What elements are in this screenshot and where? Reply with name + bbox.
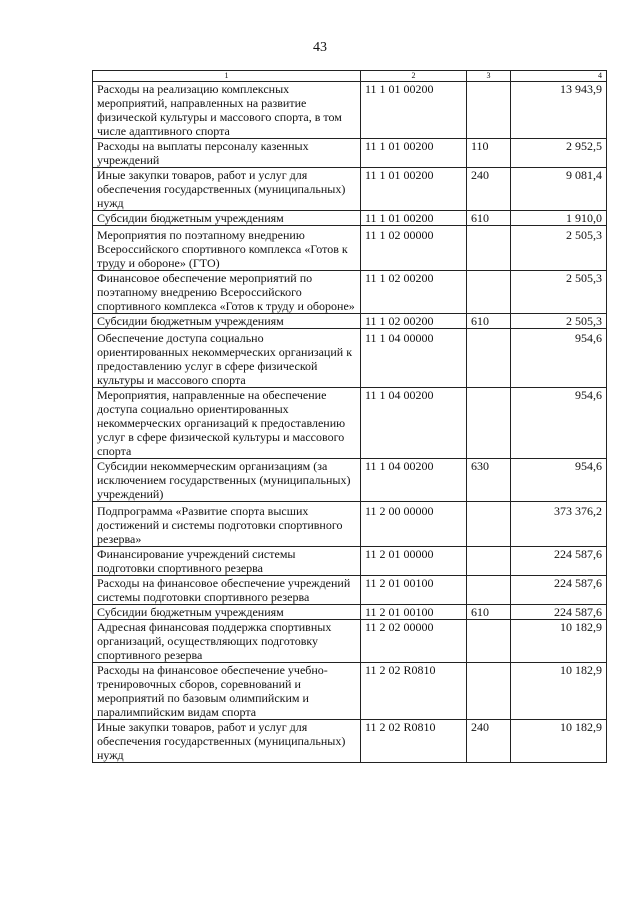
table-row bbox=[93, 720, 607, 763]
row-name-cell: Финансирование учреждений системы подготовки спортивного резерва bbox=[93, 547, 361, 576]
row-name-cell: Адресная финансовая поддержка спортивных организаций, осуществляющих подготовку спортивного резерва bbox=[93, 620, 361, 663]
row-amount-cell: 10 182,9 bbox=[511, 720, 607, 763]
row-name-cell: Мероприятия, направленные на обеспечение доступа социально ориентированных некоммерческих организаций к предоставлению услуг в сфере физической культуры и массового спорта bbox=[93, 388, 361, 459]
row-name-cell: Субсидии некоммерческим организациям (за исключением государственных (муниципальных) учреждений) bbox=[93, 459, 361, 502]
table-row bbox=[93, 605, 607, 620]
row-amount-cell: 954,6 bbox=[511, 388, 607, 459]
row-name-cell: Субсидии бюджетным учреждениям bbox=[93, 211, 361, 226]
row-expense-type-cell: 610 bbox=[467, 314, 511, 329]
row-expense-type-cell: 610 bbox=[467, 605, 511, 620]
row-amount-cell: 2 952,5 bbox=[511, 139, 607, 168]
row-name-cell: Подпрограмма «Развитие спорта высших достижений и системы подготовки спортивного резерва» bbox=[93, 502, 361, 547]
row-amount-cell: 2 505,3 bbox=[511, 314, 607, 329]
row-expense-type-cell: 240 bbox=[467, 720, 511, 763]
row-amount-cell: 373 376,2 bbox=[511, 502, 607, 547]
row-expense-type-cell bbox=[467, 547, 511, 576]
row-name-cell: Субсидии бюджетным учреждениям bbox=[93, 314, 361, 329]
row-code-cell: 11 1 02 00200 bbox=[361, 271, 467, 314]
row-code-cell: 11 1 02 00200 bbox=[361, 314, 467, 329]
row-amount-cell: 9 081,4 bbox=[511, 168, 607, 211]
row-code-cell: 11 1 04 00200 bbox=[361, 459, 467, 502]
row-code-cell: 11 2 01 00100 bbox=[361, 605, 467, 620]
row-expense-type-cell: 630 bbox=[467, 459, 511, 502]
table-row bbox=[93, 576, 607, 605]
row-expense-type-cell: 610 bbox=[467, 211, 511, 226]
row-amount-cell: 224 587,6 bbox=[511, 576, 607, 605]
row-name-cell: Расходы на выплаты персоналу казенных учреждений bbox=[93, 139, 361, 168]
row-expense-type-cell bbox=[467, 226, 511, 271]
row-code-cell: 11 1 02 00000 bbox=[361, 226, 467, 271]
row-amount-cell: 954,6 bbox=[511, 459, 607, 502]
row-code-cell: 11 1 01 00200 bbox=[361, 139, 467, 168]
row-amount-cell: 2 505,3 bbox=[511, 271, 607, 314]
row-code-cell: 11 2 01 00000 bbox=[361, 547, 467, 576]
row-expense-type-cell: 240 bbox=[467, 168, 511, 211]
row-expense-type-cell bbox=[467, 271, 511, 314]
column-header-4: 4 bbox=[511, 71, 607, 82]
table-row bbox=[93, 663, 607, 720]
row-code-cell: 11 2 00 00000 bbox=[361, 502, 467, 547]
row-name-cell: Расходы на финансовое обеспечение учебно-тренировочных сборов, соревнований и мероприятий по базовым олимпийским и паралимпийским видам спорта bbox=[93, 663, 361, 720]
row-expense-type-cell bbox=[467, 620, 511, 663]
table-row bbox=[93, 168, 607, 211]
page-number: 43 bbox=[313, 40, 327, 55]
row-amount-cell: 10 182,9 bbox=[511, 663, 607, 720]
row-code-cell: 11 2 01 00100 bbox=[361, 576, 467, 605]
row-amount-cell: 224 587,6 bbox=[511, 605, 607, 620]
column-header-2: 2 bbox=[361, 71, 467, 82]
row-name-cell: Обеспечение доступа социально ориентированных некоммерческих организаций к предоставлению услуг в сфере физической культуры и массового спорта bbox=[93, 329, 361, 388]
row-amount-cell: 954,6 bbox=[511, 329, 607, 388]
row-expense-type-cell bbox=[467, 82, 511, 139]
row-expense-type-cell bbox=[467, 388, 511, 459]
table-row bbox=[93, 226, 607, 271]
row-amount-cell: 1 910,0 bbox=[511, 211, 607, 226]
table-row bbox=[93, 82, 607, 139]
row-expense-type-cell bbox=[467, 663, 511, 720]
table-row bbox=[93, 139, 607, 168]
row-amount-cell: 224 587,6 bbox=[511, 547, 607, 576]
row-expense-type-cell bbox=[467, 576, 511, 605]
table-row bbox=[93, 314, 607, 329]
row-expense-type-cell bbox=[467, 502, 511, 547]
row-code-cell: 11 2 02 00000 bbox=[361, 620, 467, 663]
row-name-cell: Расходы на реализацию комплексных мероприятий, направленных на развитие физической культуры и массового спорта, в том числе адаптивного спорта bbox=[93, 82, 361, 139]
row-name-cell: Финансовое обеспечение мероприятий по поэтапному внедрению Всероссийского спортивного комплекса «Готов к труду и обороне» bbox=[93, 271, 361, 314]
header-row bbox=[93, 71, 607, 82]
table-row bbox=[93, 271, 607, 314]
table-row bbox=[93, 547, 607, 576]
table-row bbox=[93, 329, 607, 388]
row-name-cell: Иные закупки товаров, работ и услуг для обеспечения государственных (муниципальных) нужд bbox=[93, 168, 361, 211]
row-name-cell: Мероприятия по поэтапному внедрению Всероссийского спортивного комплекса «Готов к труду и обороне» (ГТО) bbox=[93, 226, 361, 271]
table-row bbox=[93, 388, 607, 459]
row-name-cell: Субсидии бюджетным учреждениям bbox=[93, 605, 361, 620]
budget-table bbox=[92, 70, 607, 763]
table-row bbox=[93, 620, 607, 663]
row-code-cell: 11 1 04 00000 bbox=[361, 329, 467, 388]
row-amount-cell: 2 505,3 bbox=[511, 226, 607, 271]
row-expense-type-cell: 110 bbox=[467, 139, 511, 168]
row-amount-cell: 10 182,9 bbox=[511, 620, 607, 663]
row-code-cell: 11 2 02 R0810 bbox=[361, 663, 467, 720]
row-name-cell: Расходы на финансовое обеспечение учреждений системы подготовки спортивного резерва bbox=[93, 576, 361, 605]
row-code-cell: 11 1 01 00200 bbox=[361, 211, 467, 226]
table-row bbox=[93, 459, 607, 502]
row-name-cell: Иные закупки товаров, работ и услуг для обеспечения государственных (муниципальных) нужд bbox=[93, 720, 361, 763]
row-amount-cell: 13 943,9 bbox=[511, 82, 607, 139]
row-code-cell: 11 1 01 00200 bbox=[361, 82, 467, 139]
table-row bbox=[93, 211, 607, 226]
row-expense-type-cell bbox=[467, 329, 511, 388]
row-code-cell: 11 1 04 00200 bbox=[361, 388, 467, 459]
column-header-3: 3 bbox=[467, 71, 511, 82]
table-row bbox=[93, 502, 607, 547]
row-code-cell: 11 2 02 R0810 bbox=[361, 720, 467, 763]
row-code-cell: 11 1 01 00200 bbox=[361, 168, 467, 211]
column-header-1: 1 bbox=[93, 71, 361, 82]
